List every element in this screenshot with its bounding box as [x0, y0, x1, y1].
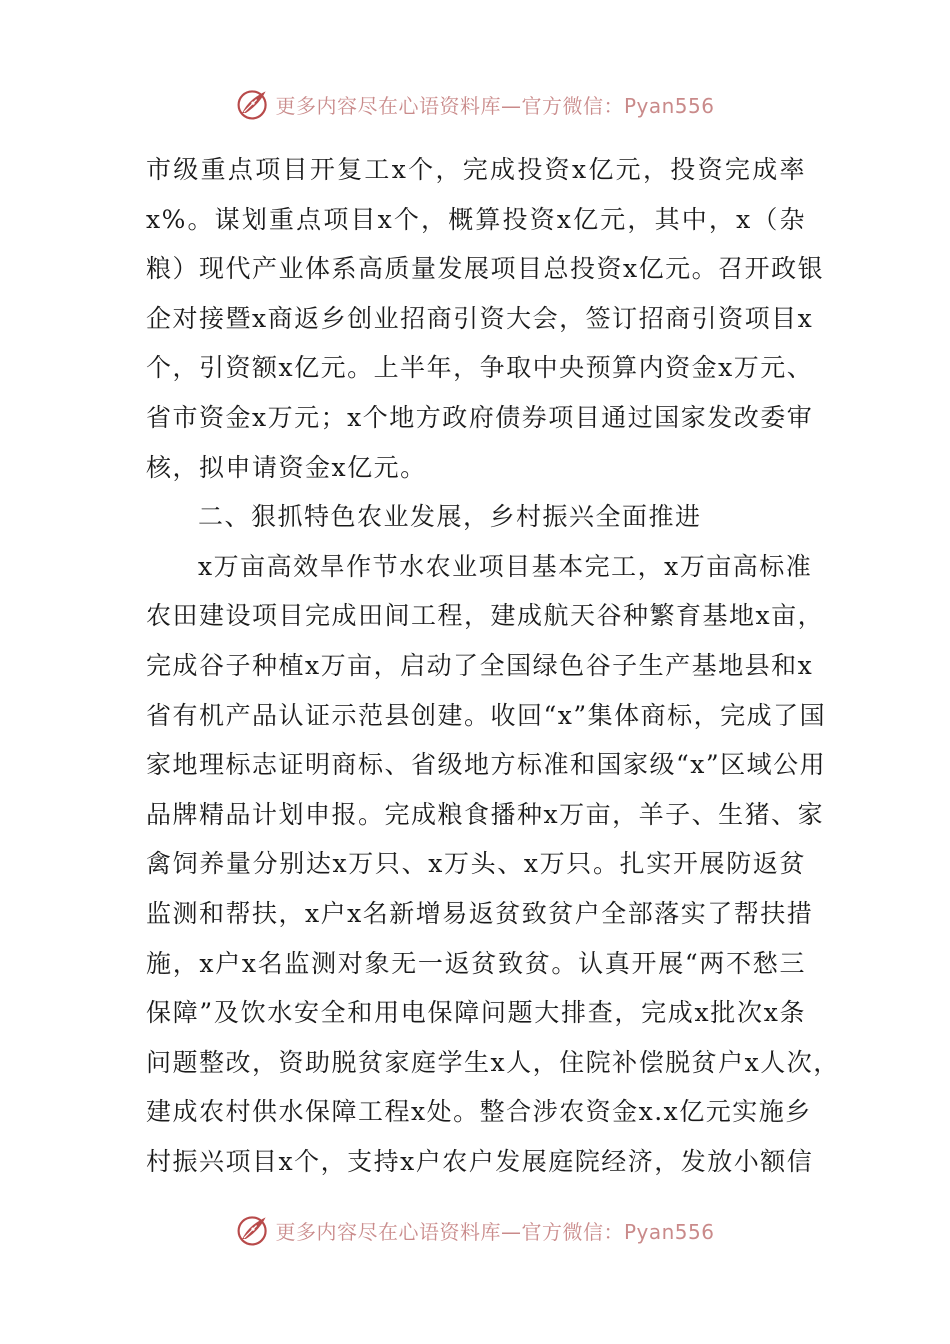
text-line: 禽饲养量分别达x万只、x万头、x万只。扎实开展防返贫: [146, 849, 806, 879]
watermark-text: 更多内容尽在心语资料库—官方微信：Pyan556: [275, 93, 715, 118]
text-line: 施，x户x名监测对象无一返贫致贫。认真开展“两不愁三: [146, 948, 806, 978]
watermark-footer: [0, 1210, 950, 1250]
text-line: 省有机产品认证示范县创建。收回“x”集体商标，完成了国: [146, 700, 827, 730]
text-line: 个，引资额x亿元。上半年，争取中央预算内资金x万元、: [146, 353, 814, 383]
pen-nib-logo-icon: [235, 86, 271, 122]
watermark-header: [0, 84, 950, 124]
text-line: 家地理标志证明商标、省级地方标准和国家级“x”区域公用: [146, 750, 827, 780]
text-line: x%。谋划重点项目x个，概算投资x亿元，其中，x（杂: [146, 204, 806, 234]
text-line: 粮）现代产业体系高质量发展项目总投资x亿元。召开政银: [146, 254, 825, 284]
text-line: 企对接暨x商返乡创业招商引资大会，签订招商引资项目x: [146, 303, 814, 333]
text-line: 完成谷子种植x万亩，启动了全国绿色谷子生产基地县和x: [146, 650, 814, 680]
text-line: 省市资金x万元；x个地方政府债券项目通过国家发改委审: [146, 402, 814, 432]
text-line: x万亩高效旱作节水农业项目基本完工，x万亩高标准: [198, 551, 813, 581]
text-line: 农田建设项目完成田间工程，建成航天谷种繁育基地x亩，: [146, 601, 825, 631]
text-line: 核，拟申请资金x亿元。: [146, 452, 427, 482]
text-line: 品牌精品计划申报。完成粮食播种x万亩，羊子、生猪、家: [146, 799, 825, 829]
text-line: 村振兴项目x个，支持x户农户发展庭院经济，发放小额信: [146, 1146, 814, 1176]
pen-nib-logo-icon: [235, 1212, 271, 1248]
text-line: 保障”及饮水安全和用电保障问题大排查，完成x批次x条: [146, 998, 806, 1028]
text-line: 建成农村供水保障工程x处。整合涉农资金x.x亿元实施乡: [146, 1097, 812, 1127]
watermark-text: 更多内容尽在心语资料库—官方微信：Pyan556: [275, 1219, 715, 1244]
text-line: 问题整改，资助脱贫家庭学生x人，住院补偿脱贫户x人次，: [146, 1047, 840, 1077]
text-line: 市级重点项目开复工x个，完成投资x亿元，投资完成率: [146, 155, 806, 184]
text-line: 监测和帮扶，x户x名新增易返贫致贫户全部落实了帮扶措: [146, 898, 814, 928]
section-heading: 二、狠抓特色农业发展，乡村振兴全面推进: [198, 502, 702, 532]
document-body: [146, 145, 840, 1186]
